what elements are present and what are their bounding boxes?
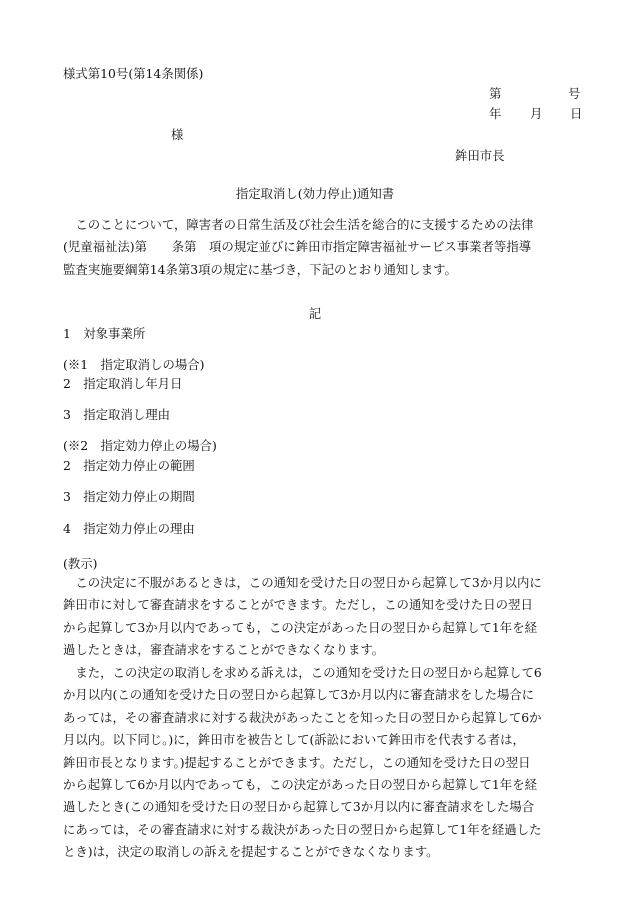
intro-paragraph — [63, 214, 585, 281]
ki-heading: 記 — [308, 306, 322, 321]
instruction-line: とき)は，決定の取消しの訴えを提起することができなくなります。 — [63, 844, 439, 860]
number-prefix: 第 — [489, 86, 502, 101]
intro-line: このことについて，障害者の日常生活及び社会生活を総合的に支援するための法律 — [75, 217, 534, 232]
instruction-paragraph-2 — [63, 662, 585, 864]
case2-item-period: 3 指定効力停止の期間 — [63, 489, 195, 504]
instruction-line: か月以内(この通知を受けた日の翌日から起算して3か月以内に審査請求をした場合に — [63, 687, 535, 703]
instruction-line: 鉾田市に対して審査請求をすることができます。ただし，この通知を受けた日の翌日 — [63, 597, 533, 613]
instruction-heading: (教示) — [63, 556, 98, 571]
instruction-line: 過したとき(この通知を受けた日の翌日から起算して3か月以内に審査請求をした場合 — [63, 799, 535, 815]
addressee-honorific: 様 — [171, 127, 184, 142]
instruction-line: 過したときは，審査請求をすることができなくなります。 — [63, 642, 385, 658]
document-title: 指定取消し(効力停止)通知書 — [235, 186, 395, 201]
instruction-line: から起算して6か月以内であっても，この決定があった日の翌日から起算して1年を経 — [63, 777, 537, 793]
instruction-line: 鉾田市長となります。)提起することができます。ただし，この通知を受けた日の翌日 — [63, 754, 531, 770]
form-label: 様式第10号(第14条関係) — [63, 66, 204, 81]
intro-line: 監査実施要綱第14条第3項の規定に基づき，下記のとおり通知します。 — [63, 261, 457, 277]
case2-note: (※2 指定効力停止の場合) — [63, 438, 217, 453]
date-day: 日 — [570, 106, 583, 121]
case2-item-reason: 4 指定効力停止の理由 — [63, 521, 195, 536]
instruction-line: この決定に不服があるときは，この通知を受けた日の翌日から起算して3か月以内に — [75, 575, 542, 590]
instruction-line: あっては，その審査請求に対する裁決があったことを知った日の翌日から起算して6か — [63, 709, 542, 725]
case1-item-reason: 3 指定取消し理由 — [63, 407, 171, 422]
instruction-line: にあっては，その審査請求に対する裁決があった日の翌日から起算して1年を経過した — [63, 821, 542, 837]
number-suffix: 号 — [568, 86, 581, 101]
case1-note: (※1 指定取消しの場合) — [63, 357, 205, 372]
instruction-paragraph-1 — [63, 572, 585, 662]
sender-name: 鉾田市長 — [455, 148, 505, 163]
case2-item-scope: 2 指定効力停止の範囲 — [63, 458, 195, 473]
instruction-line: から起算して3か月以内であっても，この決定があった日の翌日から起算して1年を経 — [63, 619, 537, 635]
intro-line: (児童福祉法)第 条第 項の規定並びに鉾田市指定障害福祉サービス事業者等指導 — [63, 239, 532, 255]
case1-item-date: 2 指定取消し年月日 — [63, 376, 183, 391]
date-year: 年 — [489, 106, 502, 121]
item-target-facility: 1 対象事業所 — [63, 326, 146, 341]
instruction-line: 月以内。以下同じ。)に，鉾田市を被告として(訴訟において鉾田市を代表する者は， — [63, 732, 525, 748]
date-month: 月 — [530, 106, 543, 121]
instruction-line: また，この決定の取消しを求める訴えは，この通知を受けた日の翌日から起算して6 — [75, 665, 542, 680]
